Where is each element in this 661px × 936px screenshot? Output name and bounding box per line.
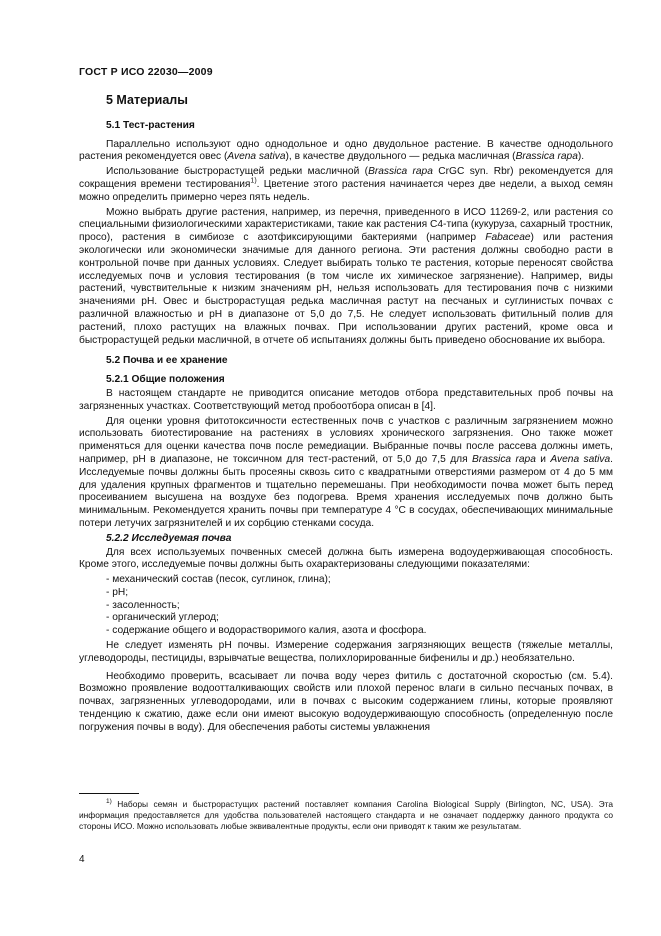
footnote-ref[interactable]: 1) — [250, 177, 257, 185]
text: ), в качестве двудольного — редька масличная ( — [285, 151, 516, 163]
subsection-5-1-title: 5.1 Тест-растения — [106, 119, 195, 131]
paragraph-5-1-1 — [79, 139, 613, 165]
footnote-text: Наборы семян и быстрорастущих растений поставляет компания Carolina Biological Supply (Birlington, NC, USA). Эта информация предоставляется для удобства пользователей настоящего стандарта и не означает поддержку данного продукта со стороны ИСО. Можно использовать любые эквивалентные продукты, если они приводят к таким же результатам. — [79, 799, 613, 831]
paragraph-5-1-3 — [79, 207, 613, 348]
text: и — [535, 453, 551, 465]
subsection-5-2-title: 5.2 Почва и ее хранение — [106, 355, 228, 367]
text: Использование быстрорастущей редьки масличной ( — [106, 166, 369, 178]
paragraph-5-2-1-1: В настоящем стандарте не приводится описание методов отбора представительных проб почвы на загрязненных участках. Соответствующий метод пробоотбора описан в [4]. — [79, 387, 613, 412]
page-number: 4 — [79, 854, 85, 865]
latin-name: Brassica rapa — [515, 151, 578, 163]
footnote — [79, 799, 613, 832]
text: Можно выбрать другие растения, например, из перечня, приведенного в ИСО 11269-2, или растения со специальными физиологическими характеристиками, такие как растения С4-типа (кукуруза, сахарный тростник, просо), растения в симбиозе с азотфиксирующими бактериями (например — [79, 206, 613, 244]
paragraph-5-2-2-1: Для всех используемых почвенных смесей должна быть измерена водоудерживающая способность. Кроме этого, исследуемые почвы должны быть охарактеризованы следующими показателями: — [79, 546, 613, 571]
footnote-divider — [79, 793, 139, 794]
paragraph-5-2-2-2: Не следует изменять pH почвы. Измерение содержания загрязняющих веществ (тяжелые металлы, углеводороды, пестициды, взрывчатые вещества, полихлорированные бифенилы и др.) необязательно. — [79, 640, 613, 664]
list-item: - засоленность; — [106, 600, 613, 613]
list-item: - механический состав (песок, суглинок, глина); — [106, 574, 613, 587]
latin-name: Fabaceae — [485, 232, 531, 244]
text: ). — [577, 151, 585, 163]
latin-name: Brassica rapa — [472, 453, 536, 465]
list-item: - pH; — [106, 587, 613, 600]
latin-name: Avena sativa — [227, 151, 286, 163]
text: . Исследуемые почвы должны быть просеяны сквозь сито с квадратными отверстиями размером от 4 до 5 мм для удаления крупных фрагментов и тщательно перемешаны. При необходимости почва может быть перед просеиванием высушена на воздухе без подогрева. Время хранения исследуемых почв должно быть минимальным. Рекомендуется хранить почвы при температуре 4 °С в сосудах, обеспечивающих минимальные потери летучих загрязнителей и их сорбцию стенками сосуда. — [79, 453, 613, 529]
text: ) или растения экологически или экономически значимые для данного региона. Эти растения должны свободно расти в контрольной почве при данных условиях. Следует выбирать только те растения, которые переносят свойства исследуемых почв и условия тестирования (в том числе их химическое загрязнение). Например, виды растений, чувствительные к низким значениям pH, нельзя использовать для тестирования почв с низкими значениями pH. Овес и быстрорастущая редька масличная растут на песчаных и суглинистых почвах с различной влажностью и pH в диапазоне от 5,0 до 7,5. Не следует использовать фитильный полив для растений, плохо растущих на влажных почвах. При использовании других растений, кроме овса и быстрорастущей редьки масличной, в отчете об испытаниях должны быть приведено обоснование их выбора. — [79, 232, 613, 346]
paragraph-5-2-1-2 — [79, 416, 613, 531]
text: CrGC syn. Rbr) рекомендуется для сокращения времени тестирования — [79, 166, 613, 190]
text: Для оценки уровня фитотоксичности естественных почв с участков с различным загрязнением можно использовать биотестирование на растениях в условиях хронического загрязнения. Оно также может применяться для оценки качества почв после ремедиации. Выбранные почвы после рассева должны иметь, например, pH в диапазоне, не токсичном для тест-растений, от 5,0 до 7,5 для — [79, 415, 613, 465]
subsection-5-2-1-title: 5.2.1 Общие положения — [106, 374, 225, 386]
text: Параллельно используют одно однодольное и одно двудольное растение. В качестве однодольного растения рекомендуется овес ( — [79, 138, 613, 163]
list-item: - содержание общего и водорастворимого калия, азота и фосфора. — [106, 625, 613, 638]
latin-name: Brassica rapa — [368, 166, 433, 178]
section-title: 5 Материалы — [106, 93, 188, 107]
footnote-mark: 1) — [106, 798, 112, 806]
text: . Цветение этого растения начинается через две недели, а выход семян можно определить примерно через пять недель. — [79, 178, 613, 203]
latin-name: Avena sativa — [550, 453, 611, 465]
soil-properties-list — [79, 574, 613, 638]
page-body — [79, 94, 613, 737]
subsection-5-2-2-title: 5.2.2 Исследуемая почва — [106, 532, 232, 544]
list-item: - органический углерод; — [106, 612, 613, 625]
standard-header: ГОСТ Р ИСО 22030—2009 — [79, 66, 213, 78]
paragraph-5-1-2 — [79, 166, 613, 204]
paragraph-5-2-2-3: Необходимо проверить, всасывает ли почва воду через фитиль с достаточной скоростью (см. 5.4). Возможно проявление водоотталкивающих свойств или плохой перенос влаги в сильно песчаных почвах, в почвах, загрязненных углеводородами, или в почвах с высоким содержанием глины, которые проявляют тенденцию к сжатию, даже если они имеют высокую водоудерживающую способность (определенную после погружения почвы в воду). Для обеспечения работы системы увлажнения — [79, 670, 613, 733]
